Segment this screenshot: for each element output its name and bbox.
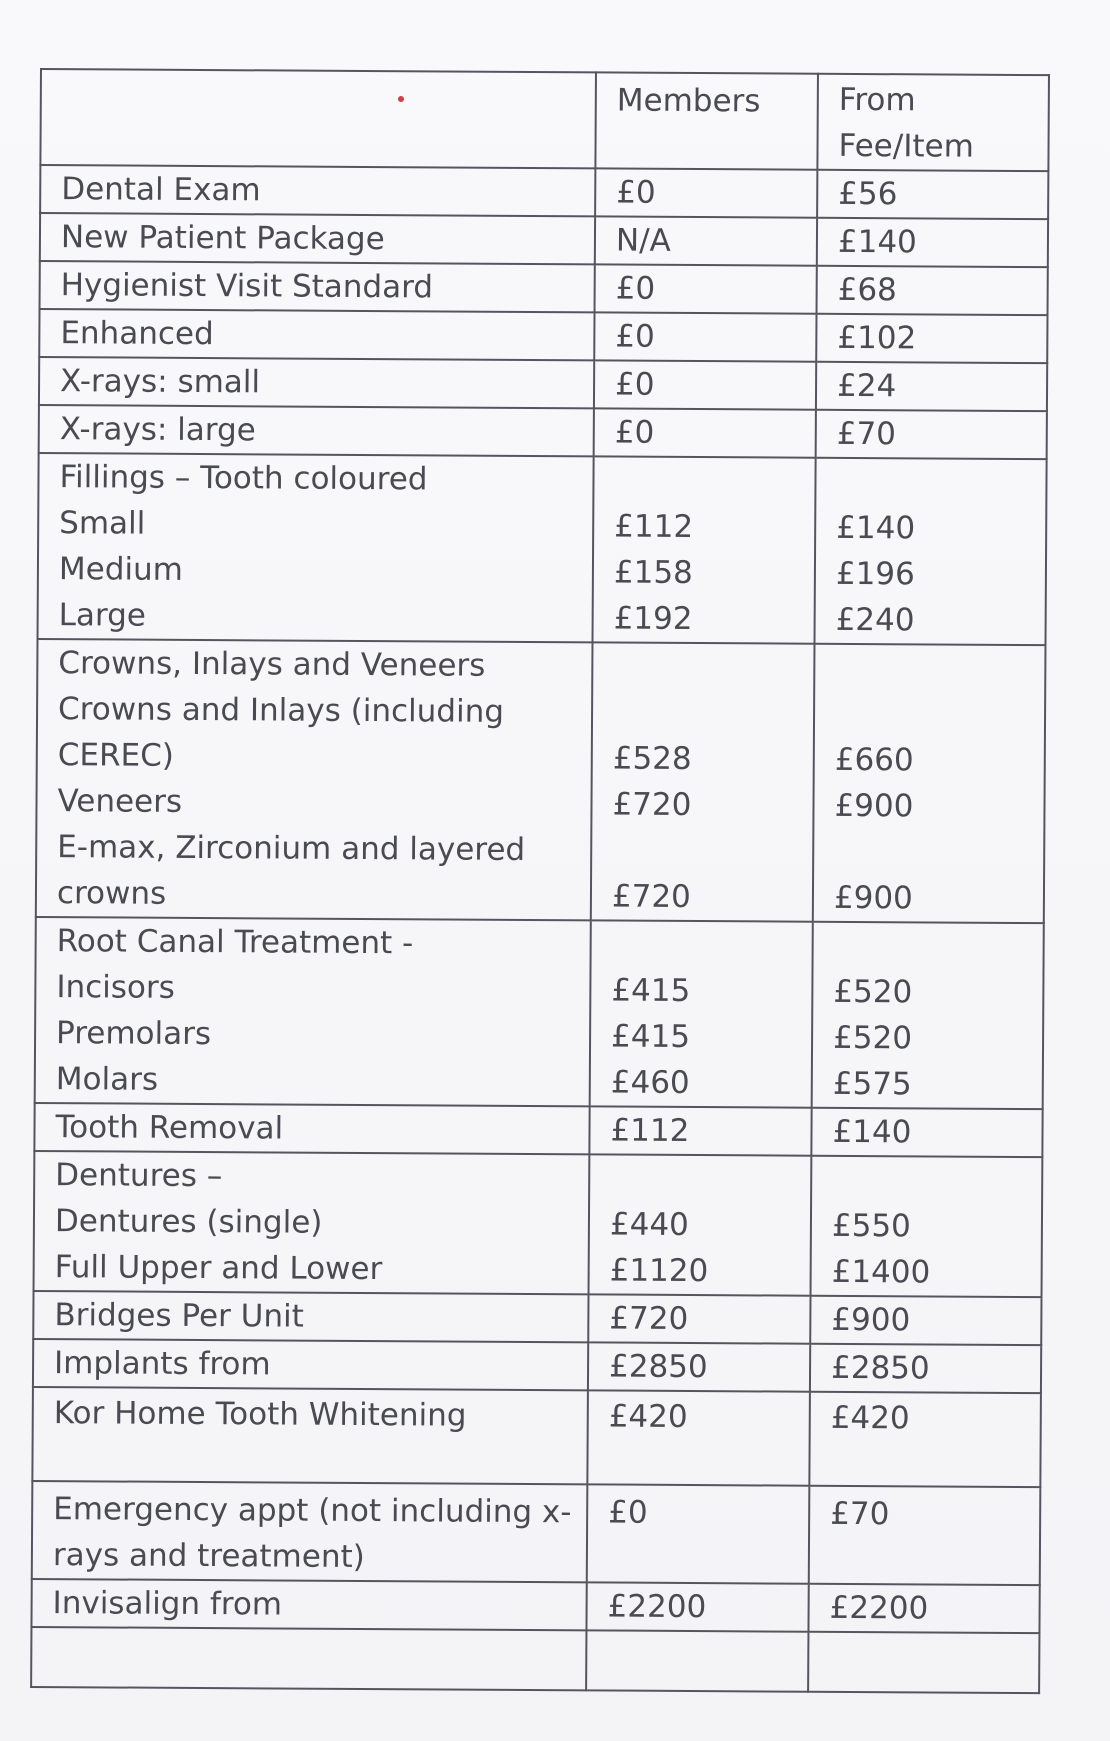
fee-price-cell: £140: [817, 218, 1048, 267]
fee-header-line-1: From: [838, 81, 916, 119]
table-row: [39, 357, 1047, 411]
item-cell: Invisalign from: [31, 1579, 586, 1630]
fillings-small-fee: £140: [836, 509, 916, 547]
root-canal-heading: Root Canal Treatment -: [56, 923, 414, 962]
table-row: [33, 1291, 1041, 1345]
premolars-members: £415: [610, 1018, 691, 1055]
fee-header: [817, 74, 1049, 171]
dentures-fee-cell: [811, 1156, 1043, 1297]
fillings-members-cell: [593, 456, 816, 643]
dentures-heading: Dentures –: [55, 1157, 223, 1195]
item-cell: X-rays: small: [39, 357, 594, 408]
spacer-line: [834, 829, 1023, 876]
item-cell: Enhanced: [39, 309, 594, 360]
dentures-single-label: Dentures (single): [54, 1203, 323, 1241]
fee-price-cell: £420: [809, 1392, 1041, 1487]
members-price-cell: £2200: [586, 1582, 808, 1631]
members-price-cell: £112: [589, 1106, 811, 1155]
veneers-members: £720: [612, 786, 692, 823]
fee-price-cell: £102: [816, 314, 1047, 363]
crowns-heading: Crowns, Inlays and Veneers: [58, 645, 486, 684]
members-header: [595, 72, 818, 169]
veneers-fee: £900: [834, 787, 914, 825]
fillings-row: [38, 453, 1047, 645]
emergency-label-line-2: rays and treatment): [52, 1537, 365, 1576]
table-row: [39, 405, 1047, 459]
fillings-large-fee: £240: [835, 601, 915, 639]
table-row: [39, 309, 1047, 363]
fillings-heading: Fillings – Tooth coloured: [59, 459, 428, 498]
incisors-label: Incisors: [56, 969, 175, 1006]
emergency-row: [32, 1481, 1041, 1585]
empty-cell: [586, 1630, 808, 1691]
item-cell: Dental Exam: [40, 165, 595, 216]
item-cell: New Patient Package: [40, 213, 595, 264]
crowns-inlays-members: £528: [612, 740, 692, 777]
emax-fee: £900: [833, 879, 913, 917]
fillings-small-members: £112: [614, 508, 694, 545]
dentures-full-fee: £1400: [831, 1253, 931, 1291]
emergency-label-line-1: Emergency appt (not including x-: [53, 1491, 572, 1531]
table-row: [34, 1103, 1042, 1157]
item-cell: Bridges Per Unit: [33, 1291, 588, 1342]
members-price-cell: £0: [594, 408, 816, 457]
emax-label-line-1: E-max, Zirconium and layered: [57, 829, 526, 868]
members-price-cell: £0: [595, 264, 817, 313]
item-cell: Implants from: [33, 1339, 588, 1390]
crowns-row: [36, 639, 1046, 923]
dentures-row: [34, 1151, 1043, 1297]
dentures-full-label: Full Upper and Lower: [54, 1249, 383, 1288]
crowns-fee-cell: [813, 644, 1046, 923]
premolars-fee: £520: [832, 1019, 913, 1057]
fee-price-cell: £2200: [808, 1584, 1039, 1633]
header-row: [40, 69, 1049, 171]
emax-members: £720: [611, 878, 691, 915]
members-price-cell: N/A: [595, 216, 817, 265]
fee-price-cell: £140: [811, 1108, 1042, 1157]
fillings-medium-fee: £196: [835, 555, 915, 593]
table-row: [31, 1579, 1039, 1633]
fillings-large-members: £192: [613, 600, 693, 637]
members-price-cell: £2850: [588, 1342, 810, 1391]
item-cell: X-rays: large: [39, 405, 594, 456]
fee-price-cell: £900: [810, 1296, 1041, 1345]
fee-price-cell: £56: [817, 170, 1048, 219]
header-blank-cell: [40, 69, 596, 168]
members-price-cell: £420: [587, 1390, 810, 1485]
members-header-label: Members: [616, 82, 761, 120]
root-canal-members-cell: [590, 920, 813, 1107]
empty-cell: [808, 1632, 1039, 1693]
molars-label: Molars: [55, 1061, 159, 1098]
fillings-item-cell: [38, 453, 594, 642]
table-row: [40, 261, 1048, 315]
fee-price-cell: £70: [816, 410, 1047, 459]
incisors-fee: £520: [833, 973, 913, 1011]
item-cell: Kor Home Tooth Whitening: [32, 1387, 588, 1484]
fillings-small-label: Small: [59, 505, 146, 542]
fee-price-cell: £2850: [810, 1344, 1041, 1393]
table-row: [32, 1387, 1041, 1487]
empty-row: [31, 1627, 1039, 1693]
root-canal-row: [35, 917, 1044, 1109]
crowns-members-cell: [591, 642, 815, 921]
fee-table: [30, 68, 1050, 1694]
members-price-cell: £0: [595, 168, 817, 217]
table-row: [40, 165, 1048, 219]
empty-cell: [31, 1627, 586, 1690]
dentures-item-cell: [34, 1151, 590, 1294]
item-cell: Hygienist Visit Standard: [40, 261, 595, 312]
fillings-medium-members: £158: [613, 554, 693, 591]
root-canal-item-cell: [35, 917, 591, 1106]
dentures-full-members: £1120: [609, 1252, 709, 1290]
incisors-members: £415: [611, 972, 691, 1009]
fee-price-cell: £68: [817, 266, 1048, 315]
molars-fee: £575: [832, 1065, 912, 1103]
fee-price-cell: £24: [816, 362, 1047, 411]
members-price-cell: £0: [594, 360, 816, 409]
spacer-line: [612, 828, 792, 875]
fillings-medium-label: Medium: [58, 551, 184, 588]
item-cell: Tooth Removal: [34, 1103, 589, 1154]
crowns-inlays-fee: £660: [834, 741, 914, 779]
emergency-item-cell: [32, 1481, 588, 1582]
table-row: [40, 213, 1048, 267]
fee-header-line-2: Fee/Item: [838, 127, 974, 165]
fillings-fee-cell: [814, 458, 1046, 645]
dentures-single-fee: £550: [831, 1207, 911, 1245]
members-price-cell: £720: [588, 1294, 810, 1343]
fee-price-cell: £70: [809, 1486, 1041, 1585]
premolars-label: Premolars: [55, 1015, 212, 1053]
crowns-inlays-label-line-2: CEREC): [57, 737, 175, 774]
root-canal-fee-cell: [812, 922, 1044, 1109]
veneers-label: Veneers: [57, 783, 183, 820]
members-price-cell: £0: [594, 312, 816, 361]
crowns-item-cell: [36, 639, 593, 920]
table-row: [33, 1339, 1041, 1393]
members-price-cell: £0: [587, 1484, 810, 1583]
dentures-members-cell: [589, 1154, 812, 1295]
molars-members: £460: [610, 1064, 690, 1101]
crowns-inlays-label-line-1: Crowns and Inlays (including: [57, 691, 505, 730]
emax-label-line-2: crowns: [56, 875, 167, 912]
fillings-large-label: Large: [58, 597, 146, 634]
dentures-single-members: £440: [609, 1206, 689, 1243]
